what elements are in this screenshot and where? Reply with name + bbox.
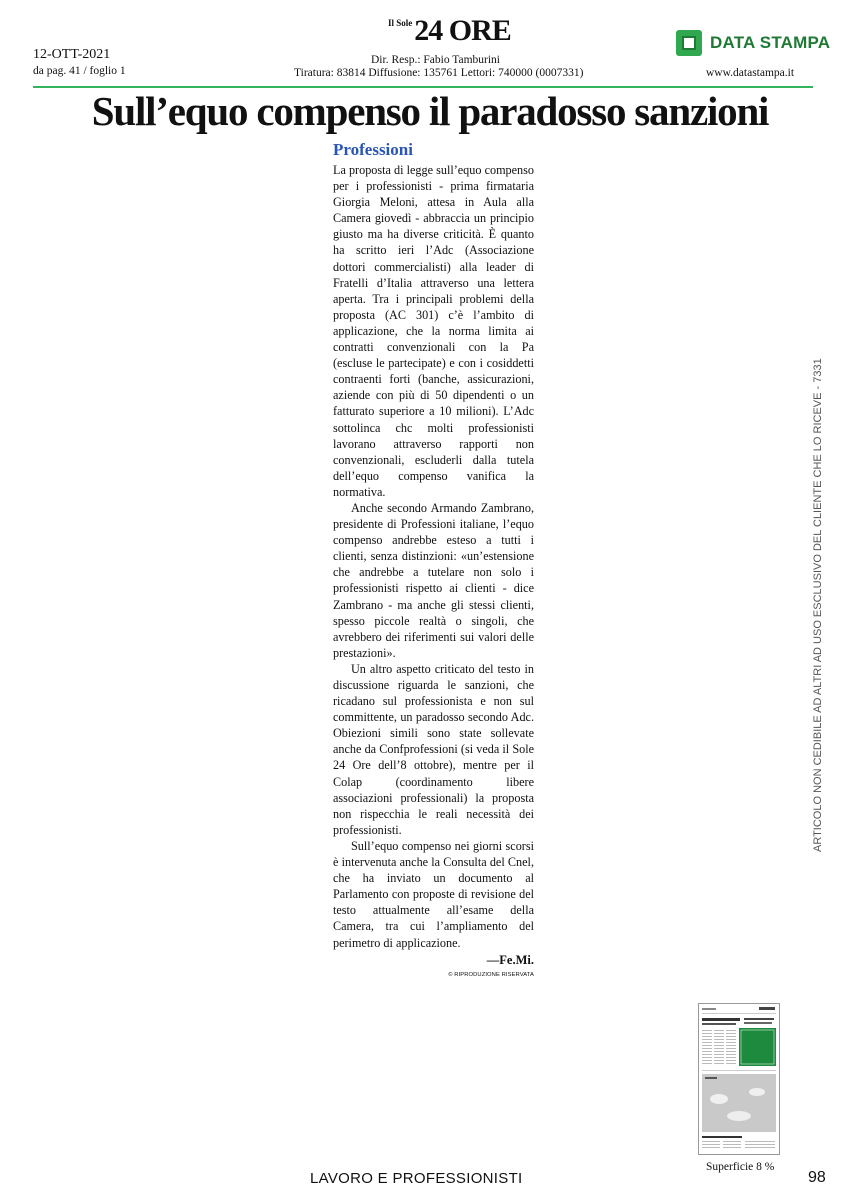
author-signature: —Fe.Mi.	[486, 952, 534, 967]
brand-url: www.datastampa.it	[706, 67, 795, 79]
clipping-date: 12-OTT-2021	[33, 47, 111, 62]
circulation-line: Tiratura: 83814 Diffusione: 135761 Lettori: 740000 (0007331)	[294, 67, 584, 79]
article-kicker: Professioni	[333, 140, 413, 159]
article-body	[333, 140, 534, 978]
newspaper-masthead	[388, 14, 511, 47]
surface-percentage: Superficie 8 %	[706, 1161, 775, 1173]
article-paragraph: Sull’equo compenso nei giorni scorsi è intervenuta anche la Consulta del Cnel, che ha inviato un documento al Parlamento con proposte di revisione del testo attualmente all’esame della Camera, tra cui l’ampliamento del perimetro di applicazione.	[333, 838, 534, 950]
reproduction-notice: © RIPRODUZIONE RISERVATA	[448, 971, 534, 978]
article-paragraph: La proposta di legge sull’equo compenso per i professionisti - prima firmataria Giorgia Meloni, attesa in Aula alla Camera giovedì - abbraccia un principio giusto ma ha diverse criticità. È quanto ha scritto ieri l’Adc (Associazione dottori commercialisti) alla leader di Fratelli d’Italia attraverso una lettera aperta. Tra i principali problemi della proposta (AC 301) c’è l’ambito di applicazione, che la norma limita ai contratti convenzionali con la Pa (escluse le partecipate) e con i cosiddetti contraenti forti (banche, assicurazioni, aziende con più di 50 dipendenti o un fatturato superiore a 10 milioni). L’Adc sottolinca chc molti professionisti lavorano attraverso rapporti non convenzionali, escluderli dalla tutela dell’equo compenso vanifica la normativa.	[333, 163, 534, 499]
footer-page-number: 98	[808, 1169, 826, 1186]
masthead-title: 24 ORE	[414, 14, 511, 47]
masthead-small-text: Il Sole	[388, 18, 413, 28]
page-thumbnail	[698, 1003, 780, 1155]
article-paragraph: Un altro aspetto criticato del testo in discussione riguarda le sanzioni, che ricadano sul professionista e non sul committente, un paradosso secondo Adc. Obiezioni simili sono state sollevate anche da Confprofessioni (si veda il Sole 24 Ore dell’8 ottobre), mentre per il Colap (coordinamento libere associazioni professionali) la proposta non rispecchia le reali necessità dei professionisti.	[333, 661, 534, 837]
page-thumbnail-image	[699, 1004, 779, 1154]
director-line: Dir. Resp.: Fabio Tamburini	[371, 54, 500, 66]
data-stampa-logo	[676, 30, 830, 56]
brand-name: DATA STAMPA	[710, 33, 831, 52]
usage-notice-vertical: ARTICOLO NON CEDIBILE AD ALTRI AD USO ESCLUSIVO DEL CLIENTE CHE LO RICEVE - 7331	[812, 358, 824, 852]
article-paragraph: Anche secondo Armando Zambrano, presidente di Professioni italiane, l’equo compenso andrebbe esteso a tutti i clienti, senza distinzioni: «un’estensione che andrebbe a tutelare non solo i professionisti rispetto ai clienti - dice Zambrano - ma anche gli stessi clienti, spesso piccole realtà o singoli, che avrebbero dei riferimenti sui valori delle prestazioni».	[333, 500, 534, 660]
article-headline: Sull’equo compenso il paradosso sanzioni	[91, 88, 769, 134]
data-stampa-logo-icon	[676, 30, 702, 56]
footer-section: LAVORO E PROFESSIONISTI	[310, 1170, 523, 1187]
page-reference: da pag. 41 / foglio 1	[33, 65, 126, 77]
